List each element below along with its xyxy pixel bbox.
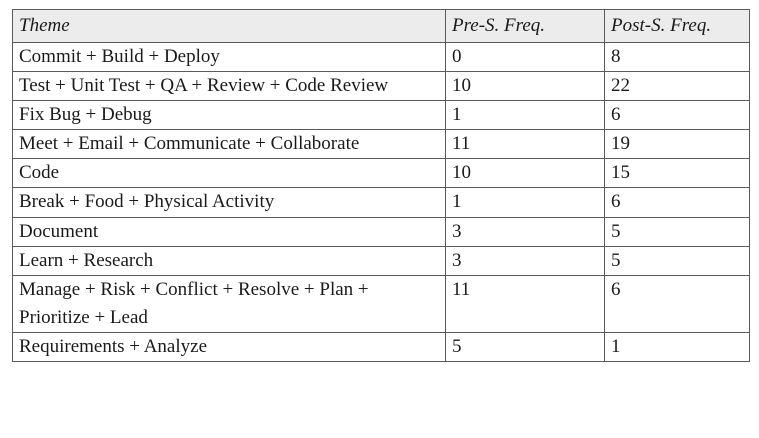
theme-cell: Break + Food + Physical Activity: [13, 188, 446, 218]
pre-frequency-cell: 1: [446, 101, 605, 130]
pre-frequency-cell: 11: [446, 130, 605, 159]
theme-cell: Code: [13, 159, 446, 188]
post-frequency-cell: 19: [605, 130, 750, 159]
pre-frequency-cell: 10: [446, 72, 605, 101]
theme-cell: Learn + Research: [13, 247, 446, 276]
table-row: [13, 188, 750, 218]
table-row: [13, 276, 750, 333]
table-row: [13, 333, 750, 362]
post-frequency-cell: 1: [605, 333, 750, 362]
table-row: [13, 72, 750, 101]
theme-cell: Document: [13, 218, 446, 247]
header-post-session-frequency: Post-S. Freq.: [605, 10, 750, 43]
table-row: [13, 101, 750, 130]
table-row: [13, 247, 750, 276]
theme-cell: Test + Unit Test + QA + Review + Code Review: [13, 72, 446, 101]
pre-frequency-cell: 10: [446, 159, 605, 188]
post-frequency-cell: 5: [605, 247, 750, 276]
header-pre-session-frequency: Pre-S. Freq.: [446, 10, 605, 43]
table-header-row: [13, 10, 750, 43]
pre-frequency-cell: 5: [446, 333, 605, 362]
post-frequency-cell: 22: [605, 72, 750, 101]
table-row: [13, 218, 750, 247]
table-row: [13, 130, 750, 159]
table-row: [13, 43, 750, 72]
header-theme: Theme: [13, 10, 446, 43]
pre-frequency-cell: 0: [446, 43, 605, 72]
theme-cell: Fix Bug + Debug: [13, 101, 446, 130]
pre-frequency-cell: 1: [446, 188, 605, 218]
post-frequency-cell: 8: [605, 43, 750, 72]
pre-frequency-cell: 3: [446, 247, 605, 276]
theme-cell: Meet + Email + Communicate + Collaborate: [13, 130, 446, 159]
post-frequency-cell: 6: [605, 276, 750, 333]
theme-cell: Requirements + Analyze: [13, 333, 446, 362]
post-frequency-cell: 6: [605, 101, 750, 130]
theme-frequency-table: [12, 9, 750, 362]
post-frequency-cell: 5: [605, 218, 750, 247]
post-frequency-cell: 6: [605, 188, 750, 218]
pre-frequency-cell: 3: [446, 218, 605, 247]
post-frequency-cell: 15: [605, 159, 750, 188]
theme-cell: Commit + Build + Deploy: [13, 43, 446, 72]
pre-frequency-cell: 11: [446, 276, 605, 333]
table-row: [13, 159, 750, 188]
theme-cell: Manage + Risk + Conflict + Resolve + Plan + Prioritize + Lead: [13, 276, 446, 333]
